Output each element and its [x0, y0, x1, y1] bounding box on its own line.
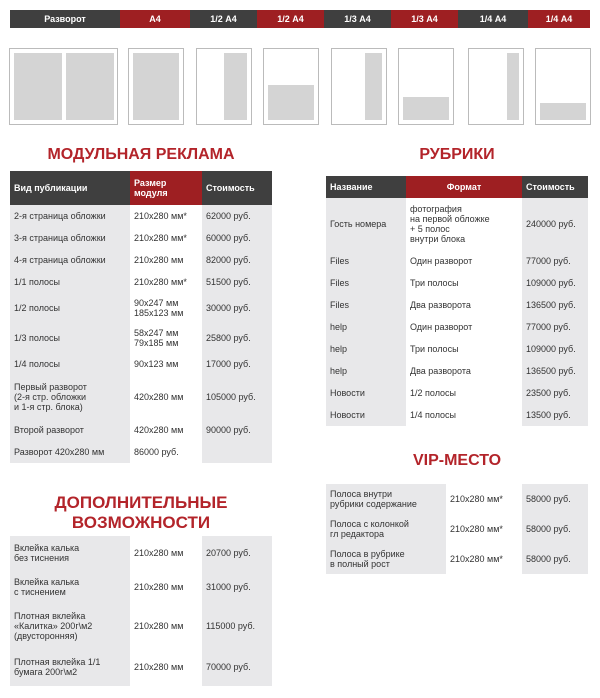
modular-cell-size: 210х280 мм* [130, 205, 202, 227]
extra-title-line1: ДОПОЛНИТЕЛЬНЫЕ [54, 493, 228, 512]
rubrics-cell-price: 13500 руб. [522, 404, 588, 426]
diagram-third-vertical [331, 48, 387, 125]
rubrics-cell-price: 136500 руб. [522, 294, 588, 316]
extra-row [10, 570, 272, 604]
rubrics-cell-size: Три полосы [406, 338, 522, 360]
modular-cell-price: 60000 руб. [202, 227, 272, 249]
rubrics-cell-name: help [326, 316, 406, 338]
modular-header-row [10, 171, 272, 205]
rubrics-header-row [326, 176, 588, 198]
modular-row [10, 205, 272, 227]
extra-row [10, 536, 272, 570]
modular-col-type: Вид публикации [10, 171, 130, 205]
rubrics-cell-size: фотография на первой обложке + 5 полос внутри блока [406, 198, 522, 250]
modular-cell-price: 17000 руб. [202, 353, 272, 375]
modular-cell-price: 30000 руб. [202, 293, 272, 323]
modular-col-price: Стоимость [202, 171, 272, 205]
rubrics-col-name: Название [326, 176, 406, 198]
diagram-a4-fill [133, 53, 179, 120]
modular-col-size: Размер модуля [130, 171, 202, 205]
modular-cell-name: 2-я страница обложки [10, 205, 130, 227]
format-label-half-a4-2: 1/2 А4 [257, 10, 324, 28]
modular-cell-price: 105000 руб. [202, 375, 272, 419]
vip-cell-name: Полоса внутри рубрики содержание [326, 484, 446, 514]
rubrics-cell-price: 240000 руб. [522, 198, 588, 250]
modular-cell-name: 1/2 полосы [10, 293, 130, 323]
diagram-third-horizontal-fill [403, 97, 449, 120]
modular-cell-name: 4-я страница обложки [10, 249, 130, 271]
rubrics-row [326, 272, 588, 294]
rubrics-cell-name: Новости [326, 404, 406, 426]
diagram-quarter-horizontal [535, 48, 591, 125]
modular-cell-price: 25800 руб. [202, 323, 272, 353]
extra-cell-size: 210х280 мм [130, 536, 202, 570]
vip-cell-price: 58000 руб. [522, 484, 588, 514]
modular-row [10, 419, 272, 441]
diagram-quarter-horizontal-fill [540, 103, 586, 120]
extra-table [10, 536, 272, 686]
extra-cell-name: Плотная вклейка 1/1 бумага 200г\м2 [10, 648, 130, 686]
rubrics-cell-size: Один разворот [406, 250, 522, 272]
vip-row [326, 484, 588, 514]
modular-cell-name: 1/1 полосы [10, 271, 130, 293]
rubrics-cell-size: 1/4 полосы [406, 404, 522, 426]
modular-cell-name: 1/3 полосы [10, 323, 130, 353]
rubrics-row [326, 338, 588, 360]
rubrics-cell-size: Один разворот [406, 316, 522, 338]
vip-cell-name: Полоса с колонкой гл редактора [326, 514, 446, 544]
vip-cell-size: 210х280 мм* [446, 544, 522, 574]
vip-cell-price: 58000 руб. [522, 544, 588, 574]
modular-row [10, 323, 272, 353]
modular-row [10, 353, 272, 375]
rubrics-title: РУБРИКИ [419, 146, 495, 163]
modular-cell-price: 51500 руб. [202, 271, 272, 293]
vip-cell-size: 210х280 мм* [446, 484, 522, 514]
modular-cell-size: 210х280 мм* [130, 271, 202, 293]
modular-cell-size: 90х247 мм 185х123 мм [130, 293, 202, 323]
vip-cell-name: Полоса в рубрике в полный рост [326, 544, 446, 574]
format-label-spread: Разворот [10, 10, 120, 28]
rubrics-row [326, 250, 588, 272]
rubrics-col-format: Формат [406, 176, 522, 198]
rubrics-cell-name: Files [326, 250, 406, 272]
modular-cell-size: 210х280 мм [130, 249, 202, 271]
modular-title: МОДУЛЬНАЯ РЕКЛАМА [47, 146, 235, 163]
rubrics-cell-name: help [326, 360, 406, 382]
extra-cell-size: 210х280 мм [130, 648, 202, 686]
diagram-third-vertical-fill [365, 53, 382, 120]
rubrics-table [326, 176, 588, 426]
extra-cell-name: Вклейка калька с тиснением [10, 570, 130, 604]
diagram-third-horizontal [398, 48, 454, 125]
modular-row [10, 375, 272, 419]
modular-row [10, 249, 272, 271]
rubrics-cell-name: Новости [326, 382, 406, 404]
diagram-a4 [128, 48, 184, 125]
rubrics-cell-price: 23500 руб. [522, 382, 588, 404]
rubrics-row [326, 404, 588, 426]
format-label-quarter-a4-2: 1/4 А4 [528, 10, 590, 28]
modular-row [10, 271, 272, 293]
extra-cell-size: 210х280 мм [130, 604, 202, 648]
rubrics-cell-price: 77000 руб. [522, 250, 588, 272]
vip-row [326, 544, 588, 574]
rubrics-cell-price: 136500 руб. [522, 360, 588, 382]
format-label-a4: А4 [120, 10, 190, 28]
modular-cell-size: 58х247 мм 79х185 мм [130, 323, 202, 353]
modular-cell-price [202, 441, 272, 463]
extra-row [10, 648, 272, 686]
modular-cell-name: Разворот 420х280 мм [10, 441, 130, 463]
diagram-half-vertical [196, 48, 252, 125]
modular-cell-name: 1/4 полосы [10, 353, 130, 375]
rubrics-col-price: Стоимость [522, 176, 588, 198]
modular-cell-price: 82000 руб. [202, 249, 272, 271]
format-label-third-a4-2: 1/3 А4 [391, 10, 458, 28]
extra-row [10, 604, 272, 648]
rubrics-cell-size: 1/2 полосы [406, 382, 522, 404]
modular-cell-size: 90х123 мм [130, 353, 202, 375]
rubrics-cell-size: Три полосы [406, 272, 522, 294]
modular-row [10, 293, 272, 323]
modular-cell-name: Первый разворот (2-я стр. обложки и 1-я стр. блока) [10, 375, 130, 419]
diagram-half-horizontal-fill [268, 85, 314, 120]
extra-cell-price: 31000 руб. [202, 570, 272, 604]
extra-cell-name: Плотная вклейка «Калитка» 200г\м2 (двусторонняя) [10, 604, 130, 648]
extra-cell-size: 210х280 мм [130, 570, 202, 604]
rubrics-row [326, 316, 588, 338]
format-diagrams [9, 48, 591, 126]
modular-cell-size: 210х280 мм* [130, 227, 202, 249]
rubrics-cell-name: Files [326, 272, 406, 294]
rubrics-cell-price: 109000 руб. [522, 338, 588, 360]
extra-title-line2: ВОЗМОЖНОСТИ [71, 513, 211, 532]
diagram-half-vertical-fill [224, 53, 247, 120]
extra-cell-price: 115000 руб. [202, 604, 272, 648]
rubrics-cell-size: Два разворота [406, 360, 522, 382]
vip-cell-size: 210х280 мм* [446, 514, 522, 544]
rubrics-cell-size: Два разворота [406, 294, 522, 316]
diagram-spread-right [66, 53, 114, 120]
diagram-quarter-vertical-fill [507, 53, 519, 120]
modular-table [10, 171, 272, 463]
rubrics-row [326, 382, 588, 404]
rubrics-cell-price: 77000 руб. [522, 316, 588, 338]
vip-row [326, 514, 588, 544]
modular-row [10, 227, 272, 249]
modular-cell-name: 3-я страница обложки [10, 227, 130, 249]
diagram-spread-left [14, 53, 62, 120]
modular-cell-size: 420х280 мм [130, 375, 202, 419]
format-label-quarter-a4-1: 1/4 А4 [458, 10, 528, 28]
modular-cell-price: 90000 руб. [202, 419, 272, 441]
modular-cell-name: Второй разворот [10, 419, 130, 441]
vip-table [326, 484, 588, 574]
rubrics-cell-name: Гость номера [326, 198, 406, 250]
rubrics-row [326, 360, 588, 382]
modular-row [10, 441, 272, 463]
extra-cell-name: Вклейка калька без тиснения [10, 536, 130, 570]
rubrics-cell-name: help [326, 338, 406, 360]
rubrics-cell-price: 109000 руб. [522, 272, 588, 294]
vip-cell-price: 58000 руб. [522, 514, 588, 544]
modular-cell-size: 420х280 мм [130, 419, 202, 441]
diagram-spread [9, 48, 118, 125]
format-label-third-a4-1: 1/3 А4 [324, 10, 391, 28]
vip-title: VIP-МЕСТО [412, 452, 502, 469]
format-label-half-a4-1: 1/2 А4 [190, 10, 257, 28]
format-header-strip [10, 10, 590, 28]
modular-cell-size: 86000 руб. [130, 441, 202, 463]
modular-cell-price: 62000 руб. [202, 205, 272, 227]
diagram-quarter-vertical [468, 48, 524, 125]
extra-title [10, 493, 272, 533]
rubrics-cell-name: Files [326, 294, 406, 316]
extra-cell-price: 70000 руб. [202, 648, 272, 686]
rubrics-row [326, 294, 588, 316]
diagram-half-horizontal [263, 48, 319, 125]
rubrics-row [326, 198, 588, 250]
extra-cell-price: 20700 руб. [202, 536, 272, 570]
